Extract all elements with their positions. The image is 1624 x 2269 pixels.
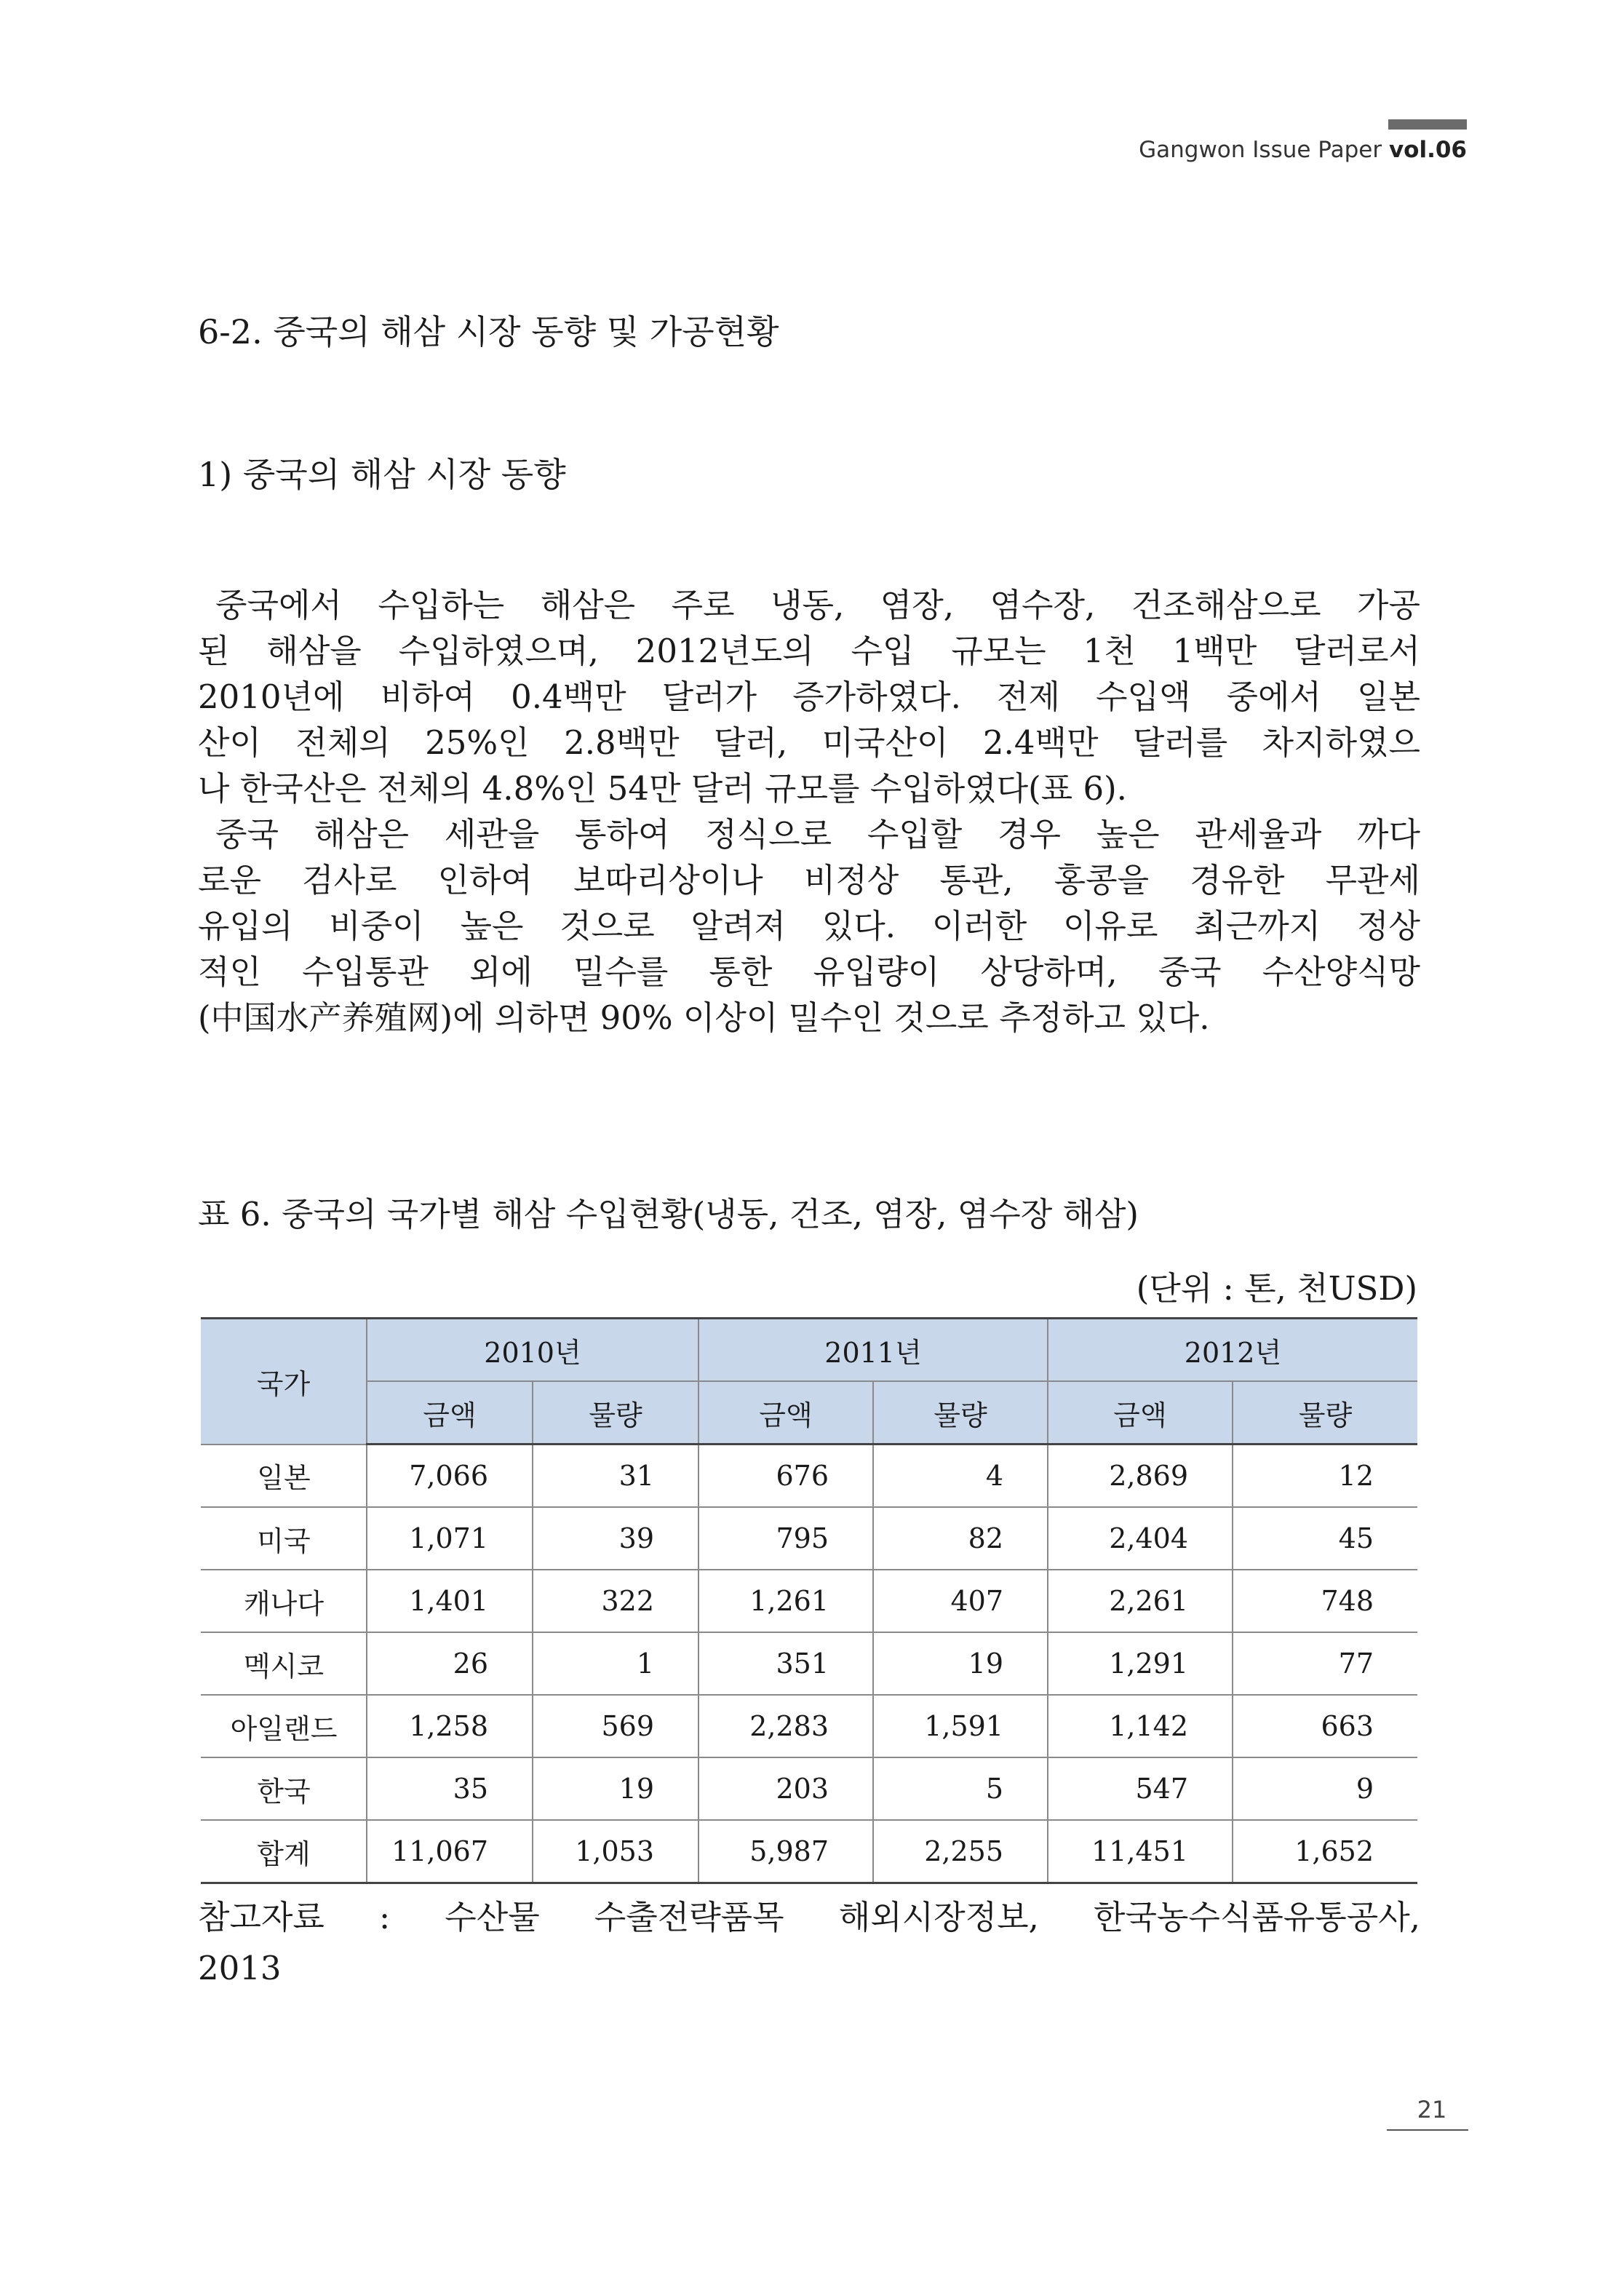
value-cell: 569 xyxy=(533,1695,698,1757)
value-cell: 19 xyxy=(873,1632,1048,1695)
country-cell: 캐나다 xyxy=(201,1570,367,1632)
value-cell: 1,401 xyxy=(367,1570,533,1632)
paragraph-line: 적인 수입통관 외에 밀수를 통한 유입량이 상당하며, 중국 수산양식망 xyxy=(198,953,1420,991)
page-number: 21 xyxy=(1417,2096,1447,2123)
value-cell: 1,142 xyxy=(1048,1695,1233,1757)
paragraph-line: (中国水产养殖网)에 의하면 90% 이상이 밀수인 것으로 추정하고 있다. xyxy=(198,998,1210,1037)
running-header xyxy=(1139,137,1467,163)
value-cell: 2,255 xyxy=(873,1820,1048,1883)
paragraph-line: 된 해삼을 수입하였으며, 2012년도의 수입 규모는 1천 1백만 달러로서 xyxy=(198,632,1420,670)
value-cell: 2,283 xyxy=(698,1695,873,1757)
value-cell: 2,404 xyxy=(1048,1507,1233,1570)
paragraph-line: 산이 전체의 25%인 2.8백만 달러, 미국산이 2.4백만 달러를 차지하였으 xyxy=(198,723,1420,762)
header-accent-bar xyxy=(1388,119,1467,130)
country-cell: 아일랜드 xyxy=(201,1695,367,1757)
table-row xyxy=(201,1507,1417,1570)
table-unit: (단위 : 톤, 천USD) xyxy=(1136,1269,1417,1308)
table-row xyxy=(201,1757,1417,1820)
amount-header: 금액 xyxy=(1048,1381,1233,1445)
source-note xyxy=(198,1892,1420,1994)
country-header: 국가 xyxy=(201,1319,367,1445)
value-cell: 19 xyxy=(533,1757,698,1820)
value-cell: 795 xyxy=(698,1507,873,1570)
year-header: 2010년 xyxy=(367,1319,698,1382)
value-cell: 1,291 xyxy=(1048,1632,1233,1695)
volume-header: 물량 xyxy=(1233,1381,1417,1445)
value-cell: 1,071 xyxy=(367,1507,533,1570)
page-number-underline xyxy=(1387,2129,1468,2131)
value-cell: 45 xyxy=(1233,1507,1417,1570)
paragraph-line: 2010년에 비하여 0.4백만 달러가 증가하였다. 전제 수입액 중에서 일본 xyxy=(198,677,1420,716)
value-cell: 407 xyxy=(873,1570,1048,1632)
paragraph-line: 중국에서 수입하는 해삼은 주로 냉동, 염장, 염수장, 건조해삼으로 가공 xyxy=(215,586,1420,624)
value-cell: 1,053 xyxy=(533,1820,698,1883)
value-cell: 203 xyxy=(698,1757,873,1820)
publication-name: Gangwon Issue Paper xyxy=(1139,137,1389,163)
volume-header: 물량 xyxy=(533,1381,698,1445)
country-cell: 합계 xyxy=(201,1820,367,1883)
value-cell: 2,261 xyxy=(1048,1570,1233,1632)
country-cell: 멕시코 xyxy=(201,1632,367,1695)
table-row xyxy=(201,1570,1417,1632)
value-cell: 82 xyxy=(873,1507,1048,1570)
table-row xyxy=(201,1695,1417,1757)
value-cell: 547 xyxy=(1048,1757,1233,1820)
value-cell: 11,067 xyxy=(367,1820,533,1883)
value-cell: 663 xyxy=(1233,1695,1417,1757)
value-cell: 4 xyxy=(873,1445,1048,1508)
table-caption: 표 6. 중국의 국가별 해삼 수입현황(냉동, 건조, 염장, 염수장 해삼) xyxy=(198,1195,1139,1233)
amount-header: 금액 xyxy=(698,1381,873,1445)
value-cell: 9 xyxy=(1233,1757,1417,1820)
value-cell: 77 xyxy=(1233,1632,1417,1695)
value-cell: 31 xyxy=(533,1445,698,1508)
body-text xyxy=(198,582,1420,1041)
value-cell: 1,261 xyxy=(698,1570,873,1632)
value-cell: 26 xyxy=(367,1632,533,1695)
paragraph-line: 유입의 비중이 높은 것으로 알려져 있다. 이러한 이유로 최근까지 정상 xyxy=(198,907,1420,945)
value-cell: 1 xyxy=(533,1632,698,1695)
value-cell: 7,066 xyxy=(367,1445,533,1508)
value-cell: 1,258 xyxy=(367,1695,533,1757)
year-header: 2012년 xyxy=(1048,1319,1417,1382)
volume-header: 물량 xyxy=(873,1381,1048,1445)
paragraph-line: 중국 해삼은 세관을 통하여 정식으로 수입할 경우 높은 관세율과 까다 xyxy=(215,815,1420,854)
section-title: 6-2. 중국의 해삼 시장 동향 및 가공현황 xyxy=(198,312,779,351)
import-table xyxy=(201,1317,1417,1884)
value-cell: 351 xyxy=(698,1632,873,1695)
value-cell: 1,652 xyxy=(1233,1820,1417,1883)
value-cell: 322 xyxy=(533,1570,698,1632)
source-line: 2013 xyxy=(198,1949,282,1987)
value-cell: 5 xyxy=(873,1757,1048,1820)
value-cell: 5,987 xyxy=(698,1820,873,1883)
value-cell: 748 xyxy=(1233,1570,1417,1632)
value-cell: 39 xyxy=(533,1507,698,1570)
year-header: 2011년 xyxy=(698,1319,1048,1382)
value-cell: 2,869 xyxy=(1048,1445,1233,1508)
table-row-total xyxy=(201,1820,1417,1883)
country-cell: 일본 xyxy=(201,1445,367,1508)
country-cell: 미국 xyxy=(201,1507,367,1570)
amount-header: 금액 xyxy=(367,1381,533,1445)
table-row xyxy=(201,1632,1417,1695)
paragraph-line: 나 한국산은 전체의 4.8%인 54만 달러 규모를 수입하였다(표 6). xyxy=(198,769,1127,808)
table-row xyxy=(201,1445,1417,1508)
source-line: 참고자료 : 수산물 수출전략품목 해외시장정보, 한국농수식품유통공사, xyxy=(198,1898,1420,1936)
sub-title: 1) 중국의 해삼 시장 동향 xyxy=(198,455,566,494)
volume-label: vol.06 xyxy=(1388,137,1467,163)
paragraph-line: 로운 검사로 인하여 보따리상이나 비정상 통관, 홍콩을 경유한 무관세 xyxy=(198,861,1420,899)
value-cell: 35 xyxy=(367,1757,533,1820)
value-cell: 11,451 xyxy=(1048,1820,1233,1883)
country-cell: 한국 xyxy=(201,1757,367,1820)
value-cell: 12 xyxy=(1233,1445,1417,1508)
value-cell: 1,591 xyxy=(873,1695,1048,1757)
value-cell: 676 xyxy=(698,1445,873,1508)
